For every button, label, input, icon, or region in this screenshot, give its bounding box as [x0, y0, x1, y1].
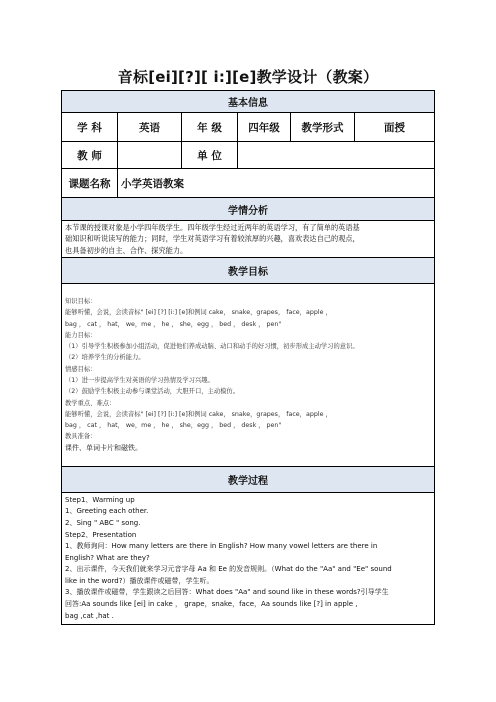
- process-line: 2、出示课件，今天我们就来学习元音字母 Aa 和 Ee 的发音规则。（What do the "Aa" and "Ee" sound: [65, 565, 392, 574]
- goal-line: （2）鼓励学生积极主动参与课堂活动，大胆开口，主动模仿。: [65, 388, 240, 396]
- goal-line: bag ， cat ， hat， we，me ， he ， she，egg ， bed ， desk ， pen": [65, 320, 282, 328]
- analysis-line: 也具备初步的自主、合作、探究能力。: [65, 245, 188, 255]
- goal-line: 教具准备：: [65, 433, 97, 441]
- analysis-body: [62, 221, 435, 258]
- process-line: 回答:Aa sounds like [ei] in cake ， grape，snake，face，Aa sounds like [?] in apple ,: [65, 600, 358, 609]
- grade-value: 四年级: [238, 113, 291, 142]
- goal-line: （2）培养学生的分析能力。: [65, 354, 145, 362]
- process-line: 1、教师询问：How many letters are there in English? How many vowel letters are there in: [65, 542, 378, 551]
- goals-body: [62, 284, 435, 467]
- process-body: [62, 493, 435, 625]
- process-header: 教学过程: [62, 467, 435, 493]
- analysis-line: 础知识和听说读写的能力；同时，学生对英语学习有着较浓厚的兴趣，喜欢表达自己的观点，: [65, 234, 360, 244]
- process-line: Step2、Presentation: [65, 530, 137, 539]
- goal-line: bag ， cat ， hat， we，me ， he ， she，egg ， bed ， desk ， pen": [65, 422, 282, 430]
- process-line: 3、播放课件或磁带，学生跟读之后回答：What does "Aa" and sound like in these words?引导学生: [65, 588, 389, 597]
- unit-value: [238, 142, 435, 169]
- process-line: 2、Sing " ABC " song.: [65, 518, 141, 527]
- goal-line: （1）进一步提高学生对英语的学习热情及学习兴趣。: [65, 377, 214, 384]
- goal-line: 知识目标：: [65, 297, 97, 305]
- grade-label: 年 级: [182, 113, 238, 142]
- goal-line: 情感目标：: [65, 365, 97, 373]
- analysis-header: 学情分析: [62, 198, 435, 221]
- process-line: 1、Greeting each other.: [65, 507, 149, 516]
- goal-line: 教学重点、难点：: [65, 399, 116, 407]
- goal-line: 课件、单词卡片和磁铁。: [65, 443, 142, 452]
- page-title: 音标[ei][?][ i:][e]教学设计（教案）: [117, 68, 379, 86]
- analysis-line: 本节课的授课对象是小学四年级学生。四年级学生经过近两年的英语学习，有了简单的英语基: [65, 222, 360, 232]
- goal-line: 能够听懂，会说，会读音标" [ei] [?] [i:] [e]和例词 cake， snake，grapes， face，apple ，: [65, 309, 332, 317]
- subject-label: 学 科: [62, 113, 118, 142]
- goal-line: 能够听懂，会说，会读音标" [ei] [?] [i:] [e]和例词 cake， snake，grapes， face，apple ，: [65, 410, 332, 418]
- process-line: English? What are they?: [65, 553, 150, 562]
- process-line: bag ,cat ,hat .: [65, 611, 114, 620]
- form-label: 教学形式: [291, 113, 355, 142]
- subject-value: 英语: [118, 113, 182, 142]
- course-value: 小学英语教案: [118, 169, 435, 198]
- goal-line: 能力目标：: [65, 331, 97, 339]
- goal-line: （1）引导学生积极参加小组活动，促进他们养成动脑、动口和动手的好习惯，初步形成主动学习的意识。: [65, 343, 359, 351]
- goals-header: 教学目标: [62, 258, 435, 284]
- process-line: like in the word?）播放课件或磁带，学生听。: [65, 576, 214, 585]
- process-line: Step1、Warming up: [65, 495, 135, 504]
- course-label: 课题名称: [62, 169, 118, 198]
- teacher-label: 教 师: [62, 142, 118, 169]
- form-value: 面授: [355, 113, 435, 142]
- lesson-plan-table: [61, 90, 435, 625]
- basic-info-header: 基本信息: [62, 91, 435, 113]
- teacher-value: [118, 142, 182, 169]
- unit-label: 单 位: [182, 142, 238, 169]
